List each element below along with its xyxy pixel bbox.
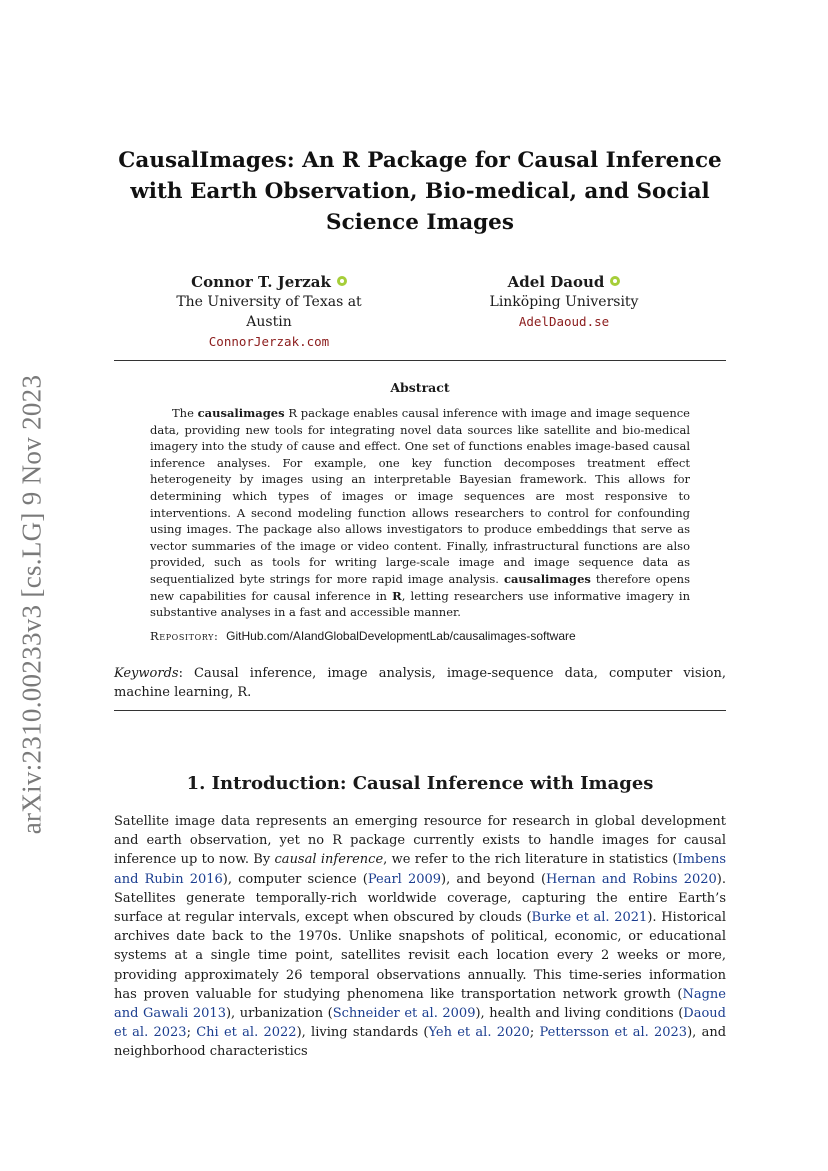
package-name: causalimages: [197, 406, 285, 420]
citation-link[interactable]: Pearl 2009: [367, 871, 442, 887]
citation-link[interactable]: Daoud et al. 2023: [114, 1006, 726, 1041]
author-website-link[interactable]: ConnorJerzak.com: [208, 334, 330, 349]
citation-link[interactable]: Chi et al. 2022: [196, 1025, 297, 1041]
citation-link[interactable]: Burke et al. 2021: [531, 910, 648, 926]
repository-link[interactable]: GitHub.com/AIandGlobalDevelopmentLab/causalimages-software: [226, 629, 576, 643]
language-name: R: [392, 588, 402, 603]
keywords-line: [114, 664, 726, 702]
citation-link[interactable]: Nagne and Gawali 2013: [114, 986, 726, 1022]
arxiv-stamp-text: arXiv:2310.00233v3 [cs.LG] 9 Nov 2023: [16, 374, 47, 834]
author-affiliation: The University of Texas at Austin: [176, 294, 362, 330]
repository-line: [150, 629, 710, 643]
abstract-body: The causalimages R package enables causal inference with image and image sequence data, providing new tools for integrating novel data sources like satellite and bio-medical imagery into the study of cause and effect. One set of functions enables image-based causal inference analyses. For example, one key function decomposes treatment effect heterogeneity by images using an interpretable Bayesian framework. This allows for determining which types of images or image sequences are most responsive to interventions. A second modeling function allows researchers to control for confounding using images. The package also allows investigators to produce embeddings that serve as vector summaries of the image or video content. Finally, infrastructural functions are also provided, such as tools for writing large-scale image and image sequence data as sequentialized byte strings for more rapid image analysis. causalimages therefore opens new capabilities for causal inference in R, letting researchers use informative imagery in substantive analyses in a fast and accessible manner.: [150, 406, 690, 620]
author-website-link[interactable]: AdelDaoud.se: [518, 314, 610, 329]
section-heading: 1. Introduction: Causal Inference with Images: [186, 773, 654, 794]
paper-title: CausalImages: An R Package for Causal Inference with Earth Observation, Bio-medical, and Social Science Images: [118, 148, 722, 235]
package-name: causalimages: [503, 571, 591, 586]
repository-label: Repository:: [150, 629, 219, 643]
citation-link[interactable]: Schneider et al. 2009: [332, 1006, 476, 1022]
author-affiliation: Linköping University: [489, 294, 639, 310]
citation-link[interactable]: Hernan and Robins 2020: [546, 871, 717, 887]
citation-link[interactable]: Imbens and Rubin 2016: [114, 852, 726, 887]
author-name: Connor T. Jerzak: [159, 272, 379, 292]
top-divider: [114, 360, 726, 361]
introduction-paragraph: Satellite image data represents an emerging resource for research in global development and earth observation, yet no R package currently exists to handle images for causal inference up to now. By causal inference, we refer to the rich literature in statistics (Imbens and Rubin 2016), computer science (Pearl 2009), and beyond (Hernan and Robins 2020). Satellites generate temporally-rich worldwide coverage, capturing the entire Earth’s surface at regular intervals, except when obscured by clouds (Burke et al. 2021). Historical archives date back to the 1970s. Unlike snapshots of political, economic, or educational systems at a single time point, satellites revisit each location every 2 weeks or more, providing approximately 26 temporal observations annually. This time-series information has proven valuable for studying phenomena like transportation network growth (Nagne and Gawali 2013), urbanization (Schneider et al. 2009), health and living conditions (Daoud et al. 2023; Chi et al. 2022), living standards (Yeh et al. 2020; Pettersson et al. 2023), and neighborhood characteristics: [114, 814, 727, 1060]
orcid-icon[interactable]: [610, 276, 620, 286]
keywords-label: Keywords: [114, 666, 179, 681]
bottom-divider: [114, 710, 726, 711]
author-block-2: [464, 272, 664, 332]
author-block-1: [159, 272, 379, 352]
author-name: Adel Daoud: [464, 272, 664, 292]
abstract-heading: Abstract: [390, 380, 450, 395]
orcid-icon[interactable]: [337, 276, 347, 286]
keywords-text: : Causal inference, image analysis, image-sequence data, computer vision, machine learning, R.: [114, 666, 726, 700]
arxiv-identifier-stamp: [12, 366, 52, 842]
citation-link[interactable]: Yeh et al. 2020: [428, 1025, 530, 1041]
citation-link[interactable]: Pettersson et al. 2023: [539, 1025, 688, 1041]
